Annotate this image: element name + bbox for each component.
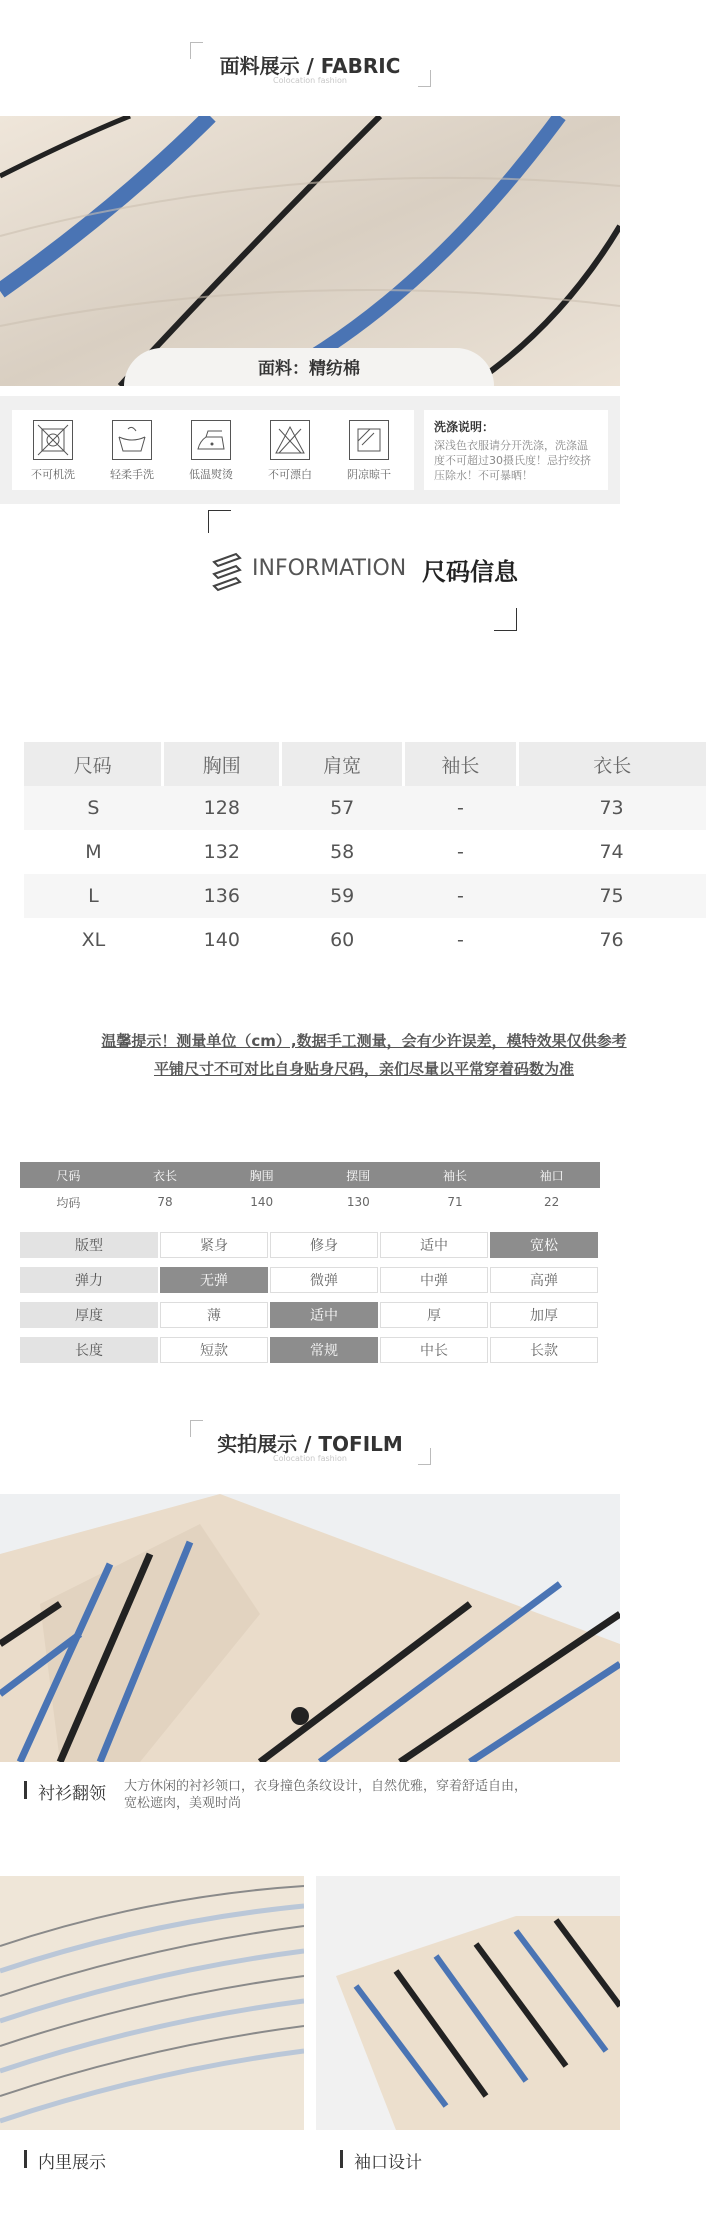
info-title-en: INFORMATION (252, 556, 407, 581)
table-row: L 136 59 - 75 (24, 874, 706, 918)
fabric-material-label: 面料：精纺棉 (124, 348, 494, 386)
fabric-title: 面料展示 / FABRIC (219, 54, 401, 78)
fabric-photo (0, 116, 620, 386)
size-header-sleeve: 袖长 (404, 742, 517, 786)
attribute-option: 常规 (270, 1337, 378, 1363)
size-header-chest: 胸围 (163, 742, 281, 786)
table-row: M 132 58 - 74 (85, 841, 624, 863)
lining-image (0, 1876, 304, 2130)
collar-image (0, 1494, 620, 1762)
attribute-label: 长度 (20, 1337, 158, 1363)
attribute-option: 微弹 (270, 1267, 378, 1293)
attribute-option: 适中 (270, 1302, 378, 1328)
fabric-section-header (0, 42, 620, 102)
size-header-length: 衣长 (517, 742, 706, 786)
attribute-option: 宽松 (490, 1232, 598, 1258)
attribute-option: 适中 (380, 1232, 488, 1258)
size-header-size: 尺码 (24, 742, 163, 786)
info-logo-icon (210, 552, 244, 592)
care-item-shade-dry: 阴凉晾干 (334, 420, 404, 482)
cuff-caption-title: 袖口设计 (354, 2153, 422, 2173)
care-item-no-bleach: 不可漂白 (255, 420, 325, 482)
fabric-subtitle: Colocation fashion (273, 76, 347, 85)
size-table-compact (20, 1162, 600, 1216)
wash-instructions-text: 深浅色衣服请分开洗涤，洗涤温 度不可超过30摄氏度！忌拧绞挤 压除水！不可暴晒！ (434, 439, 591, 482)
hand-wash-icon (112, 420, 152, 460)
care-item-hand-wash: 轻柔手洗 (97, 420, 167, 482)
care-icons-box (12, 410, 414, 490)
care-item-no-machine-wash: 不可机洗 (18, 420, 88, 482)
lining-photo (0, 1876, 304, 2130)
info-title-cn: 尺码信息 (422, 558, 518, 586)
measure-tip-1: 温馨提示！测量单位（cm）,数据手工测量，会有少许误差，模特效果仅供参考 (101, 1032, 627, 1050)
attribute-option: 薄 (160, 1302, 268, 1328)
attribute-option: 无弹 (160, 1267, 268, 1293)
measure-tip-2: 平铺尺寸不可对比自身贴身尺码，亲们尽量以平常穿着码数为准 (153, 1060, 574, 1078)
collar-caption-title: 衬衫翻领 (38, 1784, 106, 1804)
cuff-caption-bar (340, 2150, 343, 2168)
attribute-option: 中长 (380, 1337, 488, 1363)
size-header-shoulder: 肩宽 (281, 742, 404, 786)
attribute-option: 高弹 (490, 1267, 598, 1293)
attribute-option: 短款 (160, 1337, 268, 1363)
table-row: 均码 78 140 130 71 22 (56, 1195, 560, 1210)
wash-instructions (424, 410, 608, 490)
tofilm-section-header (0, 1420, 620, 1480)
lining-caption-title: 内里展示 (38, 2153, 106, 2173)
collar-photo (0, 1494, 620, 1762)
attribute-row (20, 1267, 600, 1293)
collar-caption-bar (24, 1781, 27, 1799)
attribute-option: 修身 (270, 1232, 378, 1258)
low-iron-icon (191, 420, 231, 460)
no-machine-wash-icon (33, 420, 73, 460)
attribute-option: 紧身 (160, 1232, 268, 1258)
cuff-image (316, 1876, 620, 2130)
attribute-row (20, 1232, 600, 1258)
size-table (24, 742, 706, 962)
table-row: S 128 57 - 73 (24, 786, 706, 830)
cuff-photo (316, 1876, 620, 2130)
shade-dry-icon (349, 420, 389, 460)
size-table-header (24, 742, 706, 786)
table-row: XL 140 60 - 76 (81, 929, 624, 951)
care-panel (0, 396, 620, 504)
attribute-option: 长款 (490, 1337, 598, 1363)
no-bleach-icon (270, 420, 310, 460)
tofilm-title: 实拍展示 / TOFILM (217, 1432, 403, 1456)
size-table-compact-header: 尺码 衣长 胸围 摆围 袖长 袖口 (20, 1162, 600, 1188)
attribute-option: 厚 (380, 1302, 488, 1328)
collar-caption-desc: 大方休闲的衬衫领口，衣身撞色条纹设计，自然优雅，穿着舒适自由， 宽松遮肉，美观时尚 (124, 1779, 528, 1811)
attribute-row (20, 1302, 600, 1328)
attribute-row (20, 1337, 600, 1363)
care-item-low-iron: 低温熨烫 (176, 420, 246, 482)
attribute-label: 弹力 (20, 1267, 158, 1293)
fabric-stripes-image (0, 116, 620, 386)
attribute-option: 加厚 (490, 1302, 598, 1328)
info-bracket-tl (208, 510, 231, 533)
attribute-label: 厚度 (20, 1302, 158, 1328)
tofilm-subtitle: Colocation fashion (273, 1454, 347, 1463)
info-bracket-br (494, 608, 517, 631)
attribute-label: 版型 (20, 1232, 158, 1258)
lining-caption-bar (24, 2150, 27, 2168)
wash-instructions-title: 洗涤说明： (434, 420, 495, 434)
attribute-option: 中弹 (380, 1267, 488, 1293)
